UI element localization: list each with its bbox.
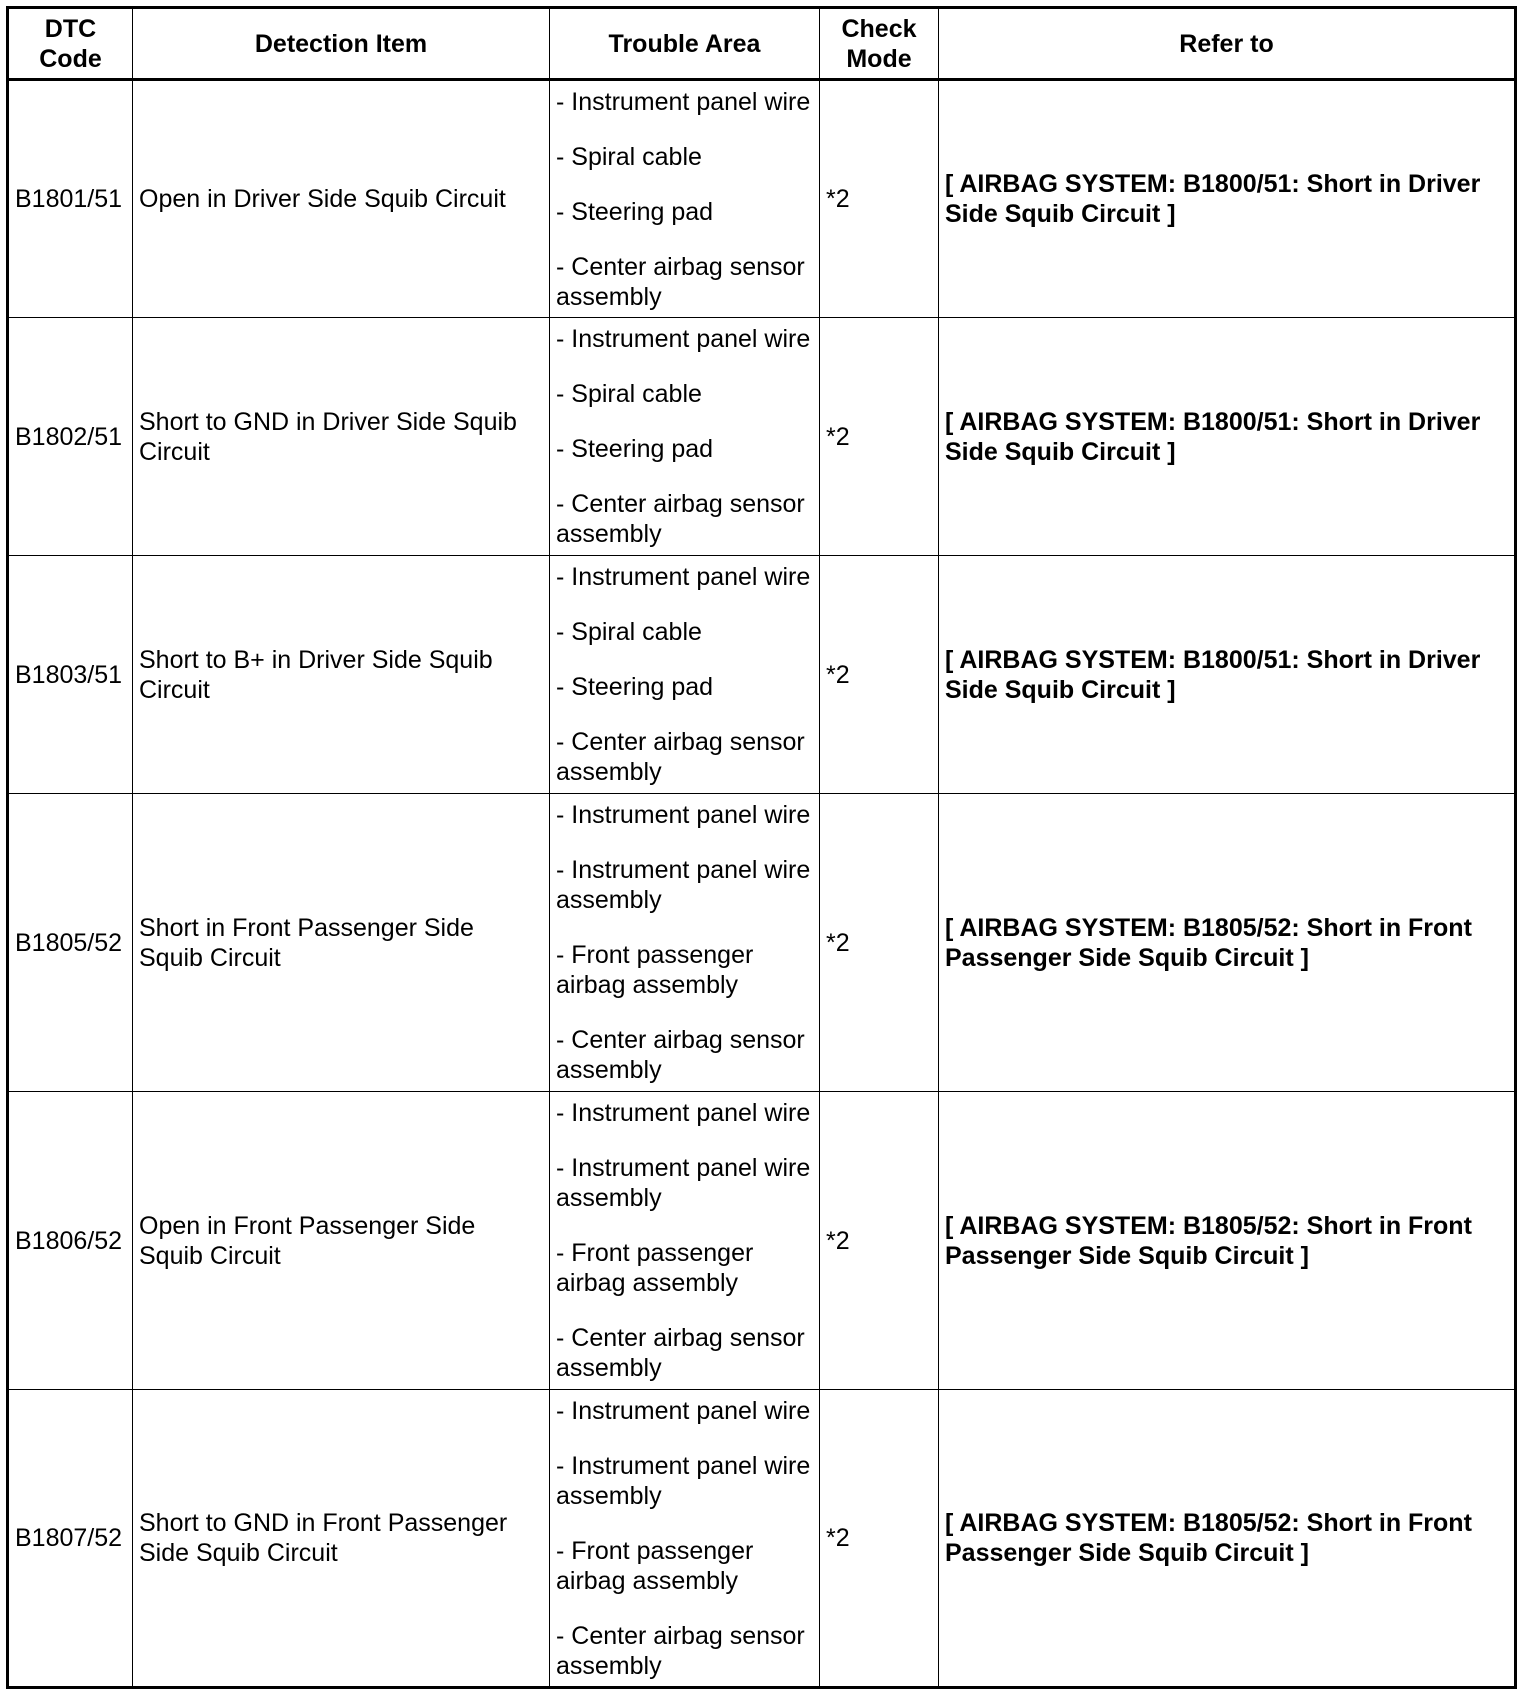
trouble-area-item: - Instrument panel wire: [556, 325, 811, 353]
trouble-area-item: - Steering pad: [556, 435, 714, 463]
header-detection-item: Detection Item: [133, 8, 550, 80]
dtc-code-cell: B1807/52: [8, 1390, 133, 1688]
header-refer-to: Refer to: [939, 8, 1516, 80]
detection-item-cell: Short to B+ in Driver Side Squib Circuit: [133, 556, 550, 794]
trouble-area-item: - Spiral cable: [556, 380, 702, 408]
trouble-area-item: - Instrument panel wire: [556, 1099, 811, 1127]
trouble-area-item: - Front passenger airbag assembly: [556, 941, 754, 999]
trouble-area-cell: [550, 80, 820, 318]
detection-item-cell: Short in Front Passenger Side Squib Circuit: [133, 794, 550, 1092]
dtc-code-cell: B1806/52: [8, 1092, 133, 1390]
header-dtc-code-line1: DTC: [44, 14, 97, 43]
trouble-area-item: - Steering pad: [556, 673, 714, 701]
header-trouble-area: Trouble Area: [550, 8, 820, 80]
header-row: [8, 8, 1516, 80]
refer-to-cell: [ AIRBAG SYSTEM: B1805/52: Short in Front Passenger Side Squib Circuit ]: [939, 794, 1516, 1092]
header-check-mode-line2: Mode: [846, 44, 912, 73]
check-mode-cell: *2: [820, 80, 939, 318]
table-row: [8, 1390, 1516, 1688]
table-row: [8, 1092, 1516, 1390]
dtc-code-cell: B1801/51: [8, 80, 133, 318]
trouble-area-item: - Instrument panel wire assembly: [556, 1451, 811, 1510]
refer-to-cell: [ AIRBAG SYSTEM: B1800/51: Short in Driver Side Squib Circuit ]: [939, 556, 1516, 794]
trouble-area-item: - Center airbag sensor assembly: [556, 728, 805, 786]
check-mode-cell: *2: [820, 1390, 939, 1688]
trouble-area-item: - Center airbag sensor assembly: [556, 1026, 805, 1084]
check-mode-cell: *2: [820, 318, 939, 556]
trouble-area-item: - Spiral cable: [556, 142, 702, 171]
trouble-area-cell: [550, 318, 820, 556]
trouble-area-list: [556, 87, 813, 312]
trouble-area-cell: [550, 1092, 820, 1390]
table-row: [8, 80, 1516, 318]
trouble-area-item: - Instrument panel wire: [556, 87, 811, 116]
trouble-area-list: [556, 324, 813, 549]
trouble-area-cell: [550, 794, 820, 1092]
trouble-area-list: [556, 1396, 813, 1681]
header-check-mode: [820, 8, 939, 80]
trouble-area-item: - Front passenger airbag assembly: [556, 1536, 754, 1595]
trouble-area-item: - Center airbag sensor assembly: [556, 252, 805, 311]
trouble-area-item: - Instrument panel wire assembly: [556, 1154, 811, 1212]
table-body: [8, 80, 1516, 1688]
refer-to-cell: [ AIRBAG SYSTEM: B1800/51: Short in Driver Side Squib Circuit ]: [939, 80, 1516, 318]
trouble-area-item: - Center airbag sensor assembly: [556, 490, 805, 548]
trouble-area-item: - Center airbag sensor assembly: [556, 1621, 805, 1680]
refer-to-cell: [ AIRBAG SYSTEM: B1805/52: Short in Front Passenger Side Squib Circuit ]: [939, 1092, 1516, 1390]
trouble-area-list: [556, 800, 813, 1085]
refer-to-cell: [ AIRBAG SYSTEM: B1800/51: Short in Driver Side Squib Circuit ]: [939, 318, 1516, 556]
trouble-area-cell: [550, 556, 820, 794]
trouble-area-item: - Instrument panel wire: [556, 563, 811, 591]
trouble-area-list: [556, 562, 813, 787]
header-dtc-code: [8, 8, 133, 80]
trouble-area-item: - Steering pad: [556, 197, 714, 226]
check-mode-cell: *2: [820, 794, 939, 1092]
trouble-area-item: - Center airbag sensor assembly: [556, 1324, 805, 1382]
table-header: [8, 8, 1516, 80]
trouble-area-cell: [550, 1390, 820, 1688]
dtc-code-cell: B1805/52: [8, 794, 133, 1092]
trouble-area-item: - Instrument panel wire: [556, 801, 811, 829]
detection-item-cell: Short to GND in Driver Side Squib Circuit: [133, 318, 550, 556]
check-mode-cell: *2: [820, 556, 939, 794]
detection-item-cell: Short to GND in Front Passenger Side Squib Circuit: [133, 1390, 550, 1688]
refer-to-cell: [ AIRBAG SYSTEM: B1805/52: Short in Front Passenger Side Squib Circuit ]: [939, 1390, 1516, 1688]
trouble-area-item: - Front passenger airbag assembly: [556, 1239, 754, 1297]
header-check-mode-line1: Check: [841, 14, 917, 43]
table-row: [8, 318, 1516, 556]
dtc-table: [6, 6, 1517, 1689]
trouble-area-item: - Spiral cable: [556, 618, 702, 646]
trouble-area-list: [556, 1098, 813, 1383]
dtc-code-cell: B1802/51: [8, 318, 133, 556]
trouble-area-item: - Instrument panel wire assembly: [556, 856, 811, 914]
check-mode-cell: *2: [820, 1092, 939, 1390]
table-row: [8, 794, 1516, 1092]
detection-item-cell: Open in Front Passenger Side Squib Circuit: [133, 1092, 550, 1390]
header-dtc-code-line2: Code: [39, 44, 102, 73]
trouble-area-item: - Instrument panel wire: [556, 1396, 811, 1425]
dtc-code-cell: B1803/51: [8, 556, 133, 794]
detection-item-cell: Open in Driver Side Squib Circuit: [133, 80, 550, 318]
table-row: [8, 556, 1516, 794]
